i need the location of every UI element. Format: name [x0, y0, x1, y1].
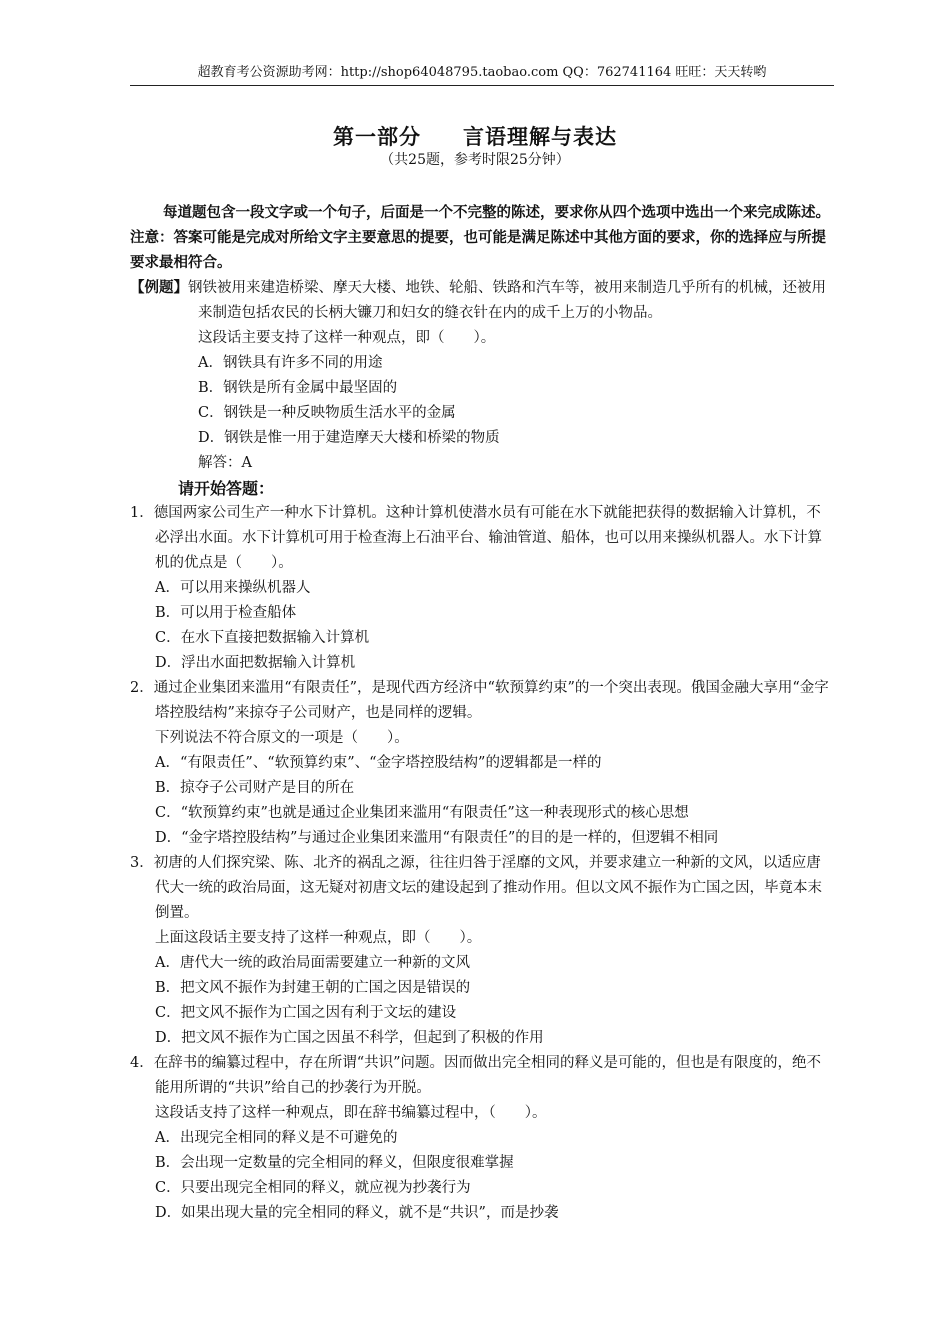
example-label: 【例题】 [130, 279, 188, 296]
question-option: C．只要出现完全相同的释义，就应视为抄袭行为 [155, 1180, 471, 1196]
question-option: A．可以用来操纵机器人 [155, 580, 311, 596]
example-option: B．钢铁是所有金属中最坚固的 [198, 380, 398, 396]
example-text: 钢铁被用来建造桥梁、摩天大楼、地铁、轮船、铁路和汽车等，被用来制造几乎所有的机械，还被用来制造包括农民的长柄大镰刀和妇女的缝衣针在内的成千上万的小物品。 [188, 280, 826, 321]
document-body [130, 200, 834, 1226]
section-title [0, 124, 950, 150]
question-option: D．浮出水面把数据输入计算机 [155, 655, 356, 671]
question-3-text: 3．初唐的人们探究梁、陈、北齐的祸乱之源，往往归咎于淫靡的文风，并要求建立一种新的文风，以适应唐代大一统的政治局面，这无疑对初唐文坛的建设起到了推动作用。但以文风不振作为亡国之因，毕竟本末倒置。 [130, 855, 822, 921]
question-option: A．唐代大一统的政治局面需要建立一种新的文风 [155, 955, 470, 971]
question-3-stem: 上面这段话主要支持了这样一种观点，即（ ）。 [155, 930, 482, 946]
question-2-text: 2．通过企业集团来滥用“有限责任”，是现代西方经济中“软预算约束”的一个突出表现。俄国金融大享用“金字塔控股结构”来掠夺子公司财产，也是同样的逻辑。 [130, 680, 829, 721]
question-option: B．把文风不振作为封建王朝的亡国之因是错误的 [155, 980, 471, 996]
example-question [130, 275, 834, 326]
question-option: C．把文风不振作为亡国之因有利于文坛的建设 [155, 1005, 457, 1021]
example-option: D．钢铁是惟一用于建造摩天大楼和桥梁的物质 [198, 430, 500, 446]
question-option: B．会出现一定数量的完全相同的释义，但限度很难掌握 [155, 1155, 514, 1171]
question-1-text: 1．德国两家公司生产一种水下计算机。这种计算机使潜水员有可能在水下就能把获得的数据输入计算机，不必浮出水面。水下计算机可用于检查海上石油平台、输油管道、船体，也可以用来操纵机器人。水下计算机的优点是（ ）。 [130, 505, 822, 571]
section-subtitle: （共25题，参考时限25分钟） [380, 152, 570, 168]
example-option: C．钢铁是一种反映物质生活水平的金属 [198, 405, 456, 421]
question-option: D．“金字塔控股结构”与通过企业集团来滥用“有限责任”的目的是一样的，但逻辑不相同 [155, 830, 719, 846]
question-option: D．如果出现大量的完全相同的释义，就不是“共识”，而是抄袭 [155, 1205, 559, 1221]
example-answer: 解答：A [198, 455, 252, 471]
example-option: A．钢铁具有许多不同的用途 [198, 355, 383, 371]
page-header: 超教育考公资源助考网：http://shop64048795.taobao.com QQ：762741164 旺旺：天天转哟 [197, 65, 767, 80]
question-option: A．“有限责任”、“软预算约束”、“金字塔控股结构”的逻辑都是一样的 [155, 755, 602, 771]
start-label: 请开始答题： [178, 479, 275, 498]
question-option: B．掠夺子公司财产是目的所在 [155, 780, 355, 796]
question-4-stem: 这段话支持了这样一种观点，即在辞书编纂过程中，（ ）。 [155, 1105, 547, 1121]
question-2-stem: 下列说法不符合原文的一项是（ ）。 [155, 730, 409, 746]
question-option: C．“软预算约束”也就是通过企业集团来滥用“有限责任”这一种表现形式的核心思想 [155, 805, 689, 821]
question-option: A．出现完全相同的释义是不可避免的 [155, 1130, 398, 1146]
question-option: C．在水下直接把数据输入计算机 [155, 630, 370, 646]
instructions: 每道题包含一段文字或一个句子，后面是一个不完整的陈述，要求你从四个选项中选出一个来完成陈述。注意：答案可能是完成对所给文字主要意思的提要，也可能是满足陈述中其他方面的要求，你的选择应与所提要求最相符合。 [130, 204, 830, 271]
question-4-text: 4．在辞书的编纂过程中，存在所谓“共识”问题。因而做出完全相同的释义是可能的，但也是有限度的，绝不能用所谓的“共识”给自己的抄袭行为开脱。 [130, 1055, 822, 1096]
question-option: D．把文风不振作为亡国之因虽不科学，但起到了积极的作用 [155, 1030, 544, 1046]
header-divider [130, 85, 834, 86]
section-part: 第一部分 [333, 125, 421, 149]
example-stem: 这段话主要支持了这样一种观点，即（ ）。 [198, 330, 496, 346]
section-name: 言语理解与表达 [463, 125, 617, 149]
question-option: B．可以用于检查船体 [155, 605, 297, 621]
